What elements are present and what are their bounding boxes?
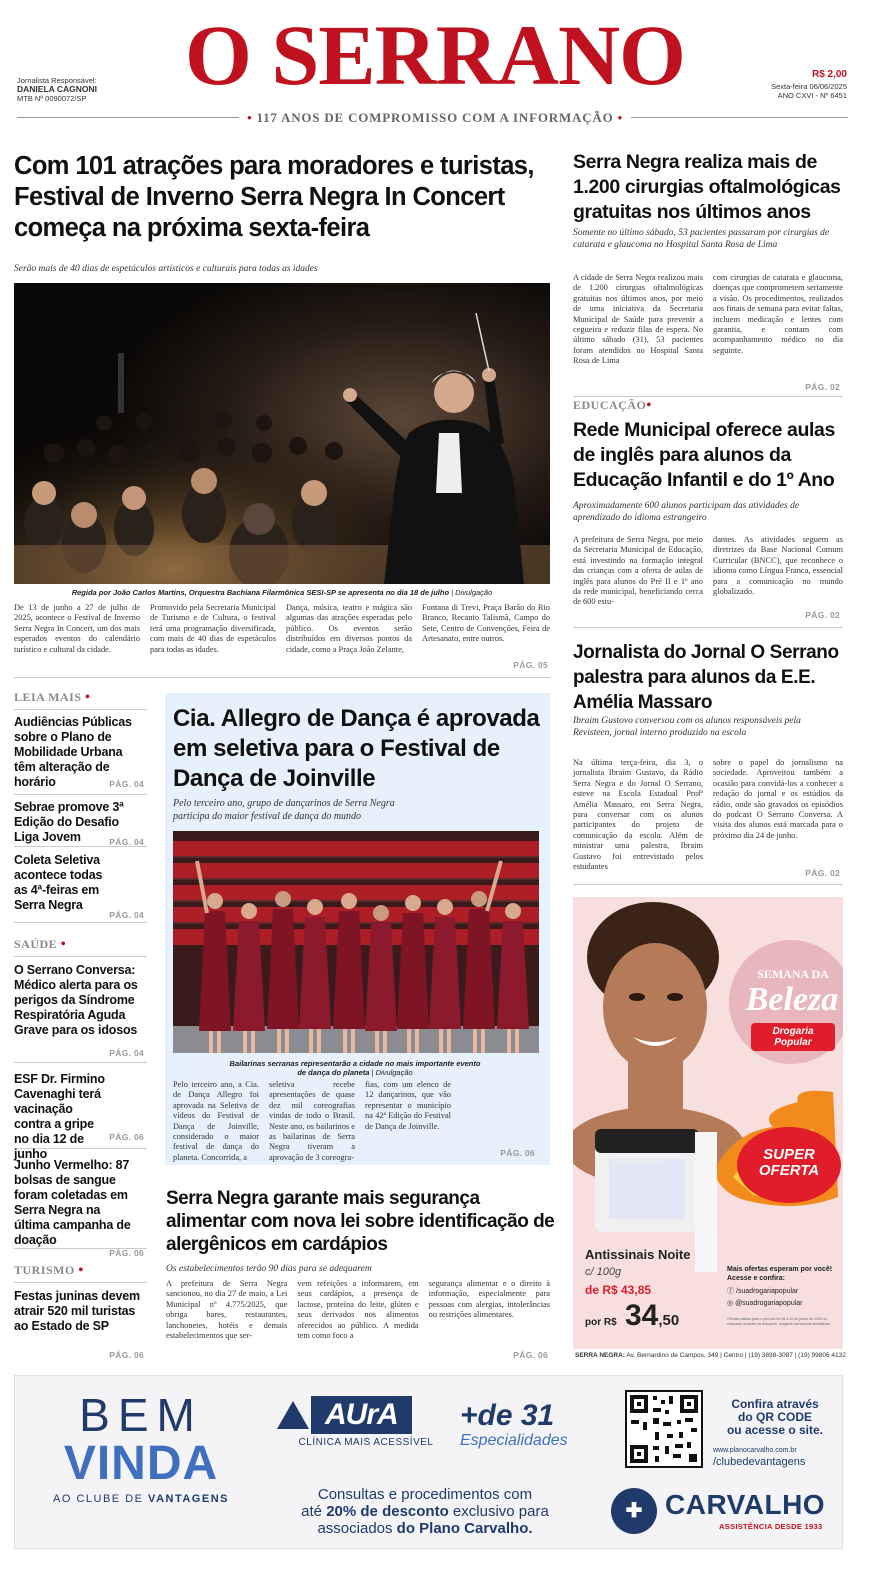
sidebar-item[interactable]: Audiências Públicas sobre o Plano de Mobilidade Urbana têm alteração de horário	[14, 715, 147, 795]
price-value: 34,50	[625, 1299, 680, 1332]
newspaper-logo[interactable]: O SERRANO	[185, 7, 685, 103]
carvalho-site[interactable]: www.planocarvalho.com.br /clubedevantagens	[713, 1447, 806, 1468]
alergenicos-lead: Os estabelecimentos terão 90 dias para se adequarem	[166, 1264, 372, 1274]
alergenicos-col-3: segurança alimentar e o direito à informação, especialmente para pessoas com alergias, intolerâncias ou restrições alimentares.	[428, 1279, 550, 1320]
sidebar-item-page[interactable]: PÁG. 04	[109, 910, 144, 920]
main-photo-caption: Regida por João Carlos Martins, Orquestra Bachiana Filarmônica SESI-SP se apresenta no dia 18 de julho | Divulgação	[71, 588, 493, 597]
allegro-body	[173, 1080, 453, 1163]
journalist-label: Jornalista Responsável:	[17, 76, 97, 85]
sidebar-item[interactable]: Junho Vermelho: 87 bolsas de sangue foram coletadas em Serra Negra na última campanha de doação	[14, 1149, 147, 1249]
saude-label: SAÚDE •	[14, 937, 67, 952]
bem-vinda: BEM VINDA AO CLUBE DE VANTAGENS	[53, 1389, 229, 1505]
product-size: c/ 100g	[585, 1266, 622, 1278]
carvalho-emblem-icon: ✚	[611, 1488, 657, 1534]
main-page-ref[interactable]: PÁG. 05	[513, 660, 548, 670]
ad-fine-print: Ofertas válidas para o período de 06 a 30 de junho de 2025 ou enquanto durarem os estoques. Imagens meramente ilustrativas.	[727, 1317, 831, 1326]
more-offers: Mais ofertas esperam por você! Acesse e confira: ⓕ /suadrogariapopular ◎ @suadrogariapopular	[727, 1266, 833, 1307]
sidebar-item[interactable]: ESF Dr. Firmino Cavenaghi terá vacinação contra a gripe no dia 12 de junho	[14, 1063, 147, 1149]
main-story-body	[14, 603, 550, 655]
educacao-label: EDUCAÇÃO•	[573, 398, 652, 413]
educacao-page-ref[interactable]: PÁG. 02	[805, 610, 840, 620]
jornalista-lead: Ibraim Gustovo conversou com os alunos responsáveis pela Revisteen, jornal interno produzido na escola	[573, 716, 801, 738]
educacao-headline[interactable]: Rede Municipal oferece aulas de inglês para alunos da Educação Infantil e do 1º Ano	[573, 419, 835, 491]
carvalho-logo: ✚ CARVALHO ASSISTÊNCIA DESDE 1933	[607, 1484, 837, 1540]
main-lead: Serão mais de 40 dias de espetáculos artísticos e culturais para todas as idades	[14, 264, 318, 274]
beleza-ad[interactable]	[573, 897, 843, 1349]
educacao-col-2: dantes. As atividades seguem as diretrizes da Base Nacional Comum Curricular (BNCC), que reconhece o idioma como Língua Franca, essencial para a comunicação no mundo globalizado.	[713, 535, 843, 597]
allegro-headline[interactable]: Cia. Allegro de Dança é aprovada em seletiva para o Festival de Dança de Joinville	[173, 705, 540, 792]
allegro-photo-caption: Bailarinas serranas representarão a cidade no mais importante evento de dança do planeta | Divulgação	[229, 1059, 481, 1077]
turismo-label: TURISMO •	[14, 1263, 84, 1278]
allegro-lead: Pelo terceiro ano, grupo de dançarinos de Serra Negra participa do maior festival de dança do mundo	[173, 798, 395, 822]
jornalista-headline[interactable]: Jornalista do Jornal O Serrano palestra para alunos da E.E. Amélia Massaro	[573, 642, 839, 713]
allegro-box	[165, 693, 550, 1165]
issue-date: Sexta-feira 06/06/2025	[771, 82, 847, 91]
instagram-icon: ◎	[727, 1300, 734, 1307]
old-price: de R$ 43,85	[585, 1283, 652, 1297]
aura-triangle-icon	[277, 1401, 309, 1429]
sidebar	[14, 690, 147, 1360]
drogaria-logo: Drogaria Popular	[751, 1023, 835, 1051]
journalist-name: DANIELA CAGNONI	[17, 84, 97, 94]
allegro-col-1: Pelo terceiro ano, a Cia. de Dança Allegro foi aprovada na Seletiva de vídeos do Festival de Dança de Joinville, considerado o maior festival de dança do planeta. Concorrida, a	[173, 1080, 259, 1162]
sidebar-item-page[interactable]: PÁG. 04	[109, 779, 144, 789]
sidebar-item-page[interactable]: PÁG. 06	[109, 1248, 144, 1258]
jornalista-col-2: sobre o papel do jornalismo na sociedade. Aproveitou também a ocasião para convidá-los a conhecer a redação do jornal e os estúdios da rádio, onde são gravados os episódios do podcast O Serrano Conversa. A visita dos alunos está marcada para o próximo dia 24 de junho.	[713, 758, 843, 840]
cirurgias-col-1: A cidade de Serra Negra realizou mais de 1.200 cirurgias oftalmológicas gratuitas nos últimos anos, por meio de uma iniciativa da Secretaria Municipal de Saúde para prevenir a cegueira e reduzir filas de espera. No último sábado (31), 53 pacientes foram atendidos no Hospital Santa Rosa de Lima	[573, 273, 703, 366]
educacao-body	[573, 535, 843, 608]
price: R$ 2,00	[811, 69, 847, 80]
especialidades: +de 31 Especialidades	[460, 1399, 568, 1449]
price-prefix: por R$	[585, 1317, 617, 1328]
orchestra-photo	[14, 283, 550, 584]
sidebar-item-page[interactable]: PÁG. 06	[109, 1132, 144, 1142]
cirurgias-body	[573, 273, 843, 367]
sidebar-item-page[interactable]: PÁG. 06	[109, 1350, 144, 1360]
alergenicos-col-2: vem refeições a informarem, em seus cardápios, a presença de lactose, proteína do leite, glúten e seus derivados nos alimentos oferecidos ao público. A medida tem como foco a	[297, 1279, 419, 1341]
cirurgias-col-2: com cirurgias de catarata e glaucoma, doenças que comprometem seriamente a visão. Os procedimentos, realizados aos finais de semana para evitar faltas, incluem medicação e lentes com garantia, e contam com acompanhamento médico no dia seguinte.	[713, 273, 843, 355]
alergenicos-col-1: A prefeitura de Serra Negra sancionou, no dia 27 de maio, a Lei Municipal nº 4.775/2025, que obriga bares, restaurantes, lanchonetes, hotéis e demais estabelecimentos que ser-	[166, 1279, 288, 1341]
product-name: Antissinais Noite	[585, 1247, 691, 1262]
main-col-3: Dança, música, teatro e mágica são algumas das atrações esperadas pelo público. Os eventos serão distribuídos em diversos pontos da cidade, como a Praça João Zelante,	[286, 603, 412, 654]
cirurgias-lead: Somente no último sábado, 53 pacientes passaram por cirurgias de catarata e glaucoma no Hospital Santa Rosa de Lima	[573, 228, 830, 250]
cirurgias-headline[interactable]: Serra Negra realiza mais de 1.200 cirurgias oftalmológicas gratuitas nos últimos anos	[573, 151, 841, 223]
allegro-col-3: fias, com um elenco de 12 dançarinos, que vão representar o município na 42ª Edição do Festival de Dança de Joinville.	[365, 1080, 451, 1131]
main-headline[interactable]: Com 101 atrações para moradores e turistas, Festival de Inverno Serra Negra In Concert começa na próxima sexta-feira	[14, 152, 534, 242]
sidebar-item[interactable]: Sebrae promove 3ª Edição do Desafio Liga Jovem	[14, 795, 147, 847]
alergenicos-headline[interactable]: Serra Negra garante mais segurança alimentar com nova lei sobre identificação de alergênicos em cardápios	[166, 1188, 555, 1255]
beleza-title-1: SEMANA DA	[757, 967, 829, 981]
jornalista-col-1: Na última terça-feira, dia 3, o jornalista Ibraim Gustavo, da Rádio Serra Negra e do Jornal O Serrano, esteve na Escola Estadual Profª Amélia Massaro, em Serra Negra, para conversar com os alunos participantes do projeto de comunicação da escola. Além de ministrar uma palestra, Ibraim Gustavo foi entrevistado pelos estudantes	[573, 758, 703, 872]
sidebar-item-page[interactable]: PÁG. 04	[109, 1048, 144, 1058]
journalist-info	[17, 76, 97, 103]
sidebar-item[interactable]: O Serrano Conversa: Médico alerta para os perigos da Síndrome Respiratória Aguda Grave para os idosos	[14, 963, 147, 1063]
consultas-text: Consultas e procedimentos com até 20% de desconto exclusivo para associados do Plano Carvalho.	[301, 1486, 549, 1537]
educacao-lead: Aproximadamente 600 alunos participam das atividades de aprendizado do idioma estrangeiro	[573, 501, 800, 523]
dancers-photo	[173, 831, 539, 1053]
slogan: • 117 ANOS DE COMPROMISSO COM A INFORMAÇÃO •	[0, 109, 870, 127]
sidebar-item[interactable]: Coleta Seletiva acontece todas as 4ª-feiras em Serra Negra	[14, 847, 147, 923]
alergenicos-body	[166, 1279, 550, 1341]
aura-logo: AUrA CLÍNICA MAIS ACESSÍVEL	[277, 1396, 455, 1448]
sidebar-item-page[interactable]: PÁG. 04	[109, 837, 144, 847]
main-col-4: Fontana di Trevi, Praça Barão do Rio Branco, Recanto Talismã, Campo do Sete, Centro de Convenções, Feira de Artesanato, entre outros.	[422, 603, 550, 644]
main-col-2: Promovido pela Secretaria Municipal de Turismo e de Cultura, o festival terá uma programação diversificada, com mais de 40 dias de espetáculos para todas as idades.	[150, 603, 276, 654]
jar-brand: Neutrogena	[613, 1157, 664, 1167]
beleza-address: SERRA NEGRA: Av. Bernardino de Campos, 349 | Centro | (19) 3898-3087 | (19) 99806 4132	[575, 1352, 846, 1359]
allegro-page-ref[interactable]: PÁG. 06	[500, 1148, 535, 1158]
carvalho-banner[interactable]	[14, 1375, 843, 1549]
jornalista-body	[573, 758, 843, 872]
cirurgias-page-ref[interactable]: PÁG. 02	[805, 382, 840, 392]
leia-mais-label: LEIA MAIS •	[14, 690, 91, 705]
beleza-title-2: Beleza	[745, 981, 839, 1018]
qr-code[interactable]	[625, 1390, 703, 1468]
issue-edition: ANO CXVI - Nº 6451	[777, 91, 847, 100]
allegro-col-2: seletiva recebe apresentações de quase dez mil coreografias vindas de todo o Brasil. Neste ano, os bailarinos e as bailarinas de Serra Negra tiveram a aprovação de 3 coreogra-	[269, 1080, 355, 1162]
confira-text: Confira através do QR CODE ou acesse o site.	[726, 1397, 824, 1437]
alergenicos-page-ref[interactable]: PÁG. 06	[513, 1350, 548, 1360]
jornalista-page-ref[interactable]: PÁG. 02	[805, 868, 840, 878]
sidebar-item[interactable]: Festas juninas devem atrair 520 mil turistas ao Estado de SP	[14, 1289, 140, 1333]
super-oferta: SUPER OFERTA	[758, 1146, 820, 1179]
main-col-1: De 13 de junho a 27 de julho de 2025, acontece o Festival de Inverno Serra Negra In Concert, um dos mais esperados eventos do calendário turístico e cultural da cidade.	[14, 603, 140, 654]
educacao-col-1: A prefeitura de Serra Negra, por meio da Secretaria Municipal de Educação, está investindo na formação integral das crianças com a oferta de aulas de inglês para alunos do Pré II e 1º ano da rede municipal, beneficiando cerca de 600 estu-	[573, 535, 703, 607]
masthead	[0, 0, 870, 130]
issue-info	[771, 68, 847, 100]
journalist-mtb: MTB Nº 0090072/SP	[17, 94, 87, 103]
facebook-icon: ⓕ	[727, 1288, 734, 1295]
